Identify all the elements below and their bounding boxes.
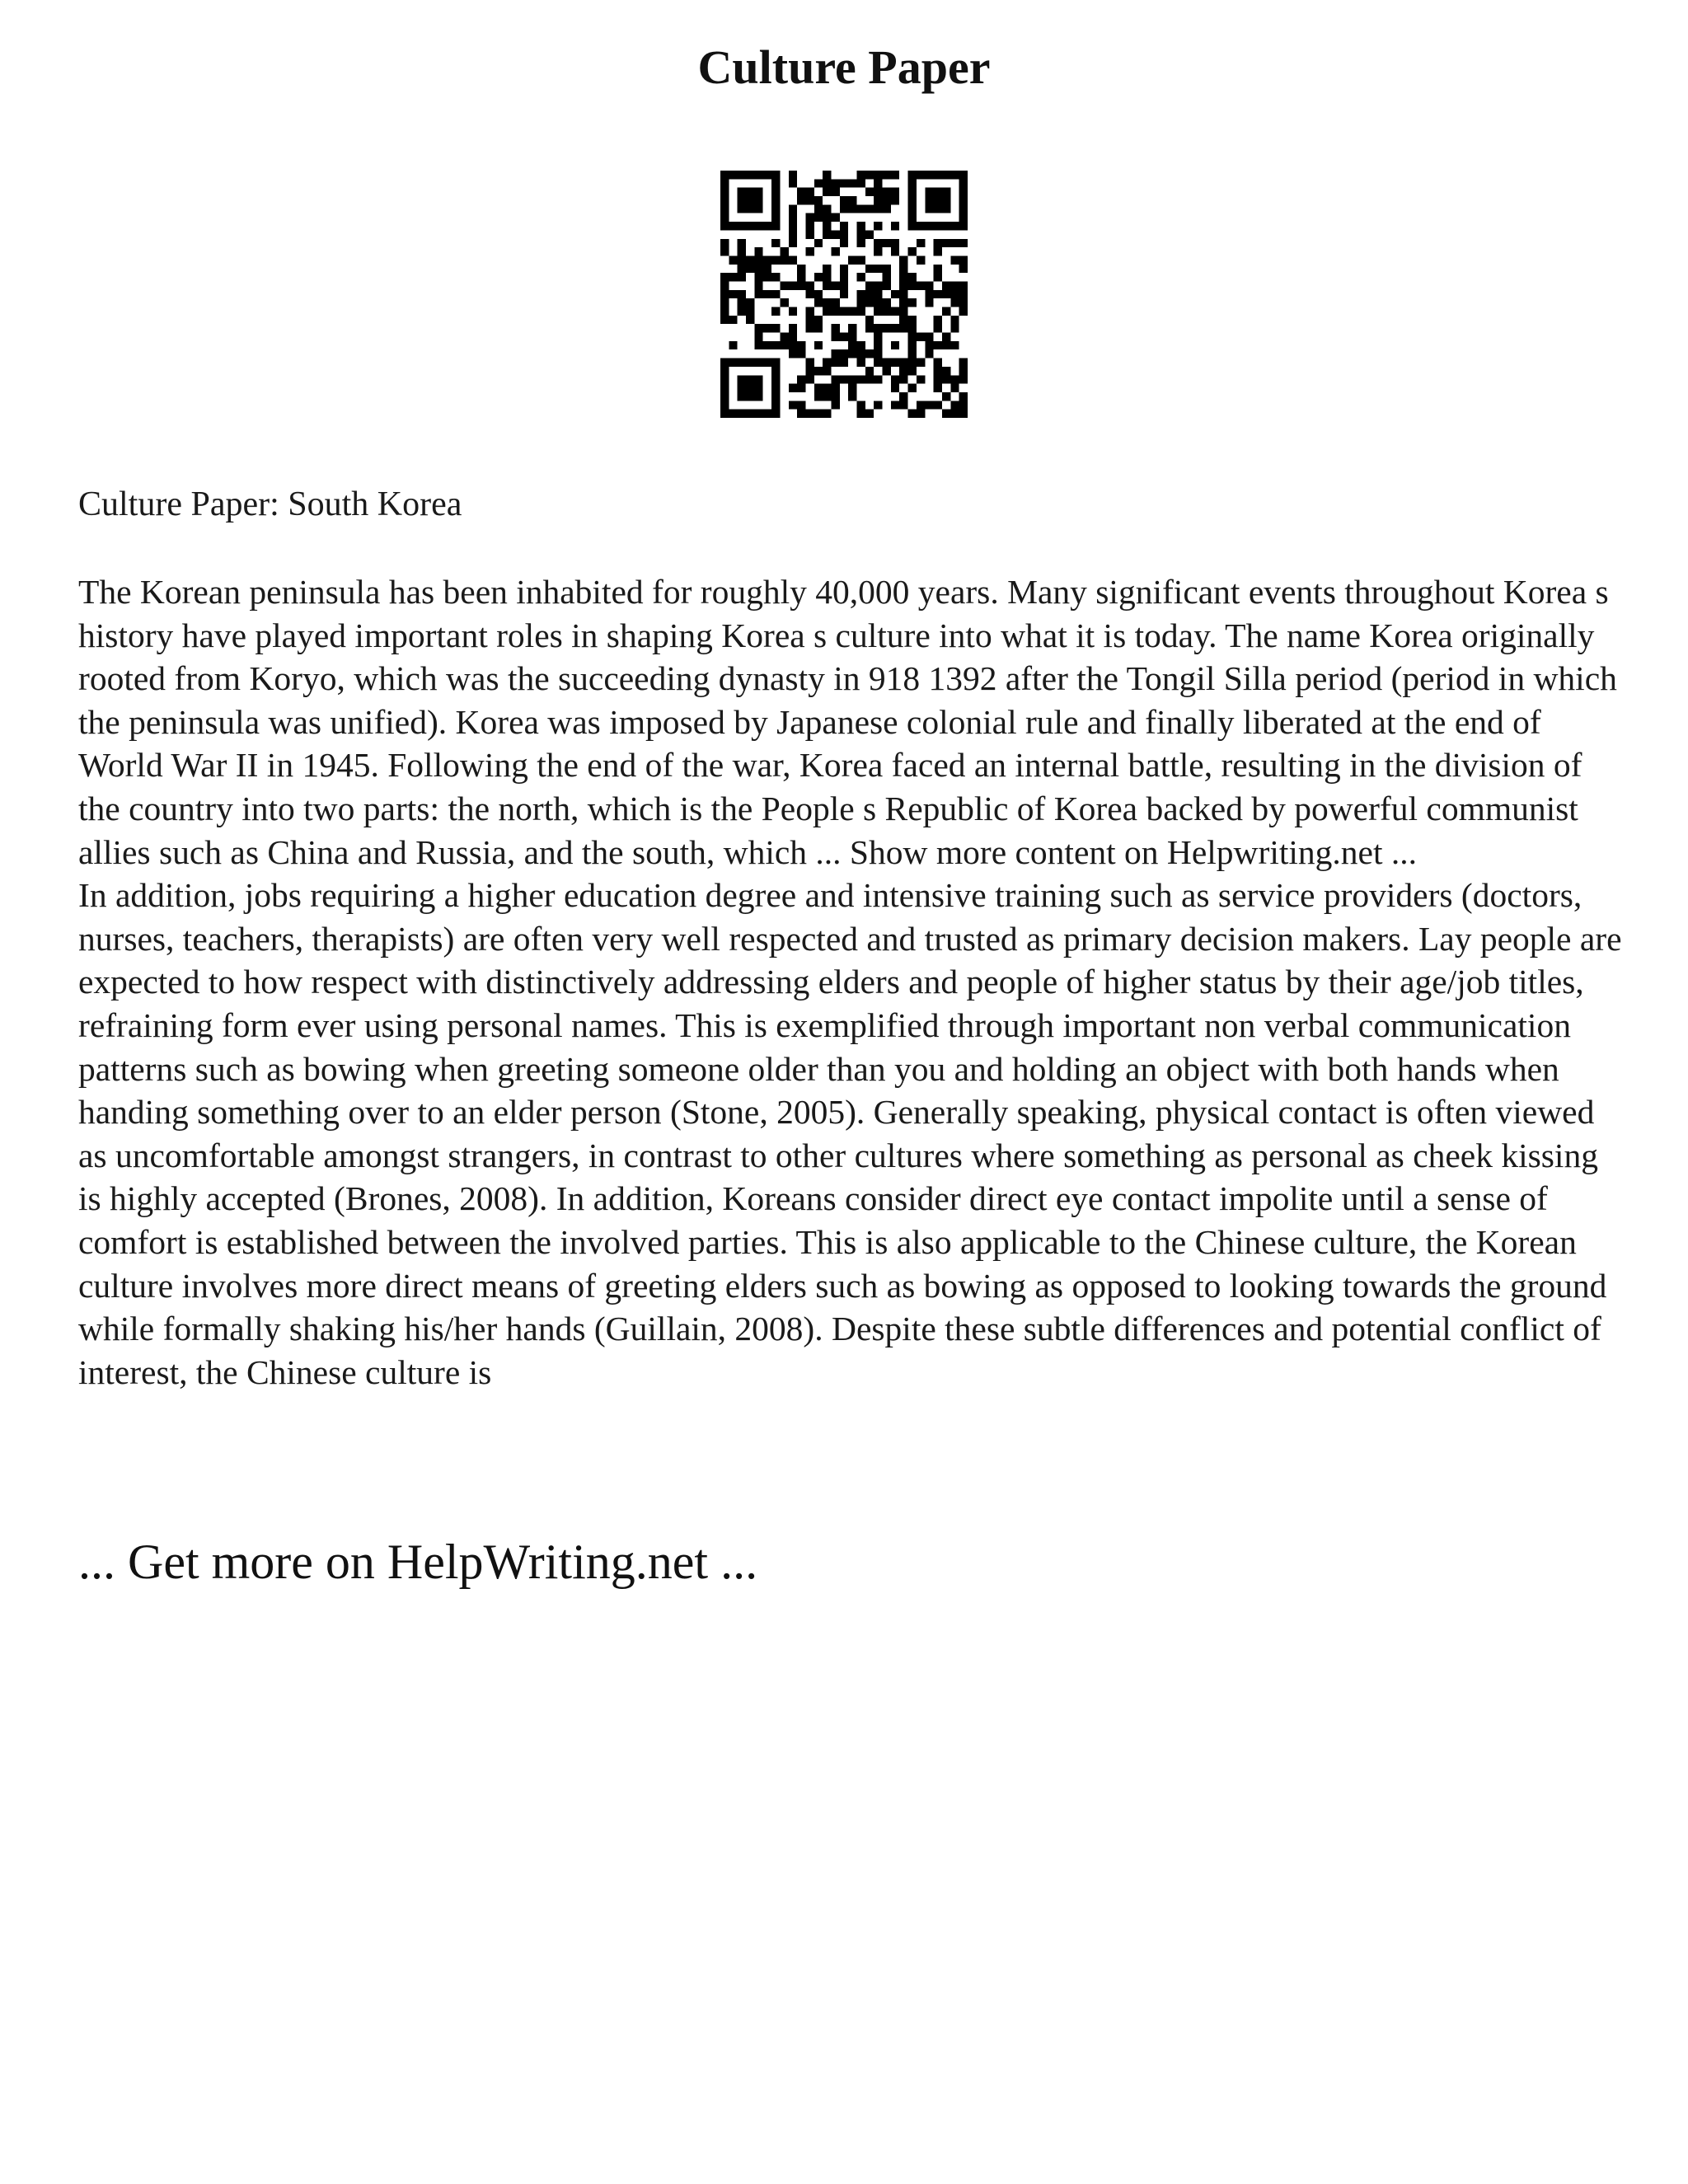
qr-code-icon: [720, 171, 968, 418]
document-body: [78, 570, 1628, 1394]
body-paragraph: In addition, jobs requiring a higher education degree and intensive training such as service providers (doctors, nurses, teachers, therapists) are often very well respected and trusted as primary decision makers. Lay people are expected to how respect with distinctively addressing elders and people of higher status by their age/job titles, refraining form ever using personal names. This is exemplified through important non verbal communication patterns such as bowing when greeting someone older than you and holding an object with both hands when handing something over to an elder person (Stone, 2005). Generally speaking, physical contact is often viewed as uncomfortable amongst strangers, in contrast to other cultures where something as personal as cheek kissing is highly accepted (Brones, 2008). In addition, Koreans consider direct eye contact impolite until a sense of comfort is established between the involved parties. This is also applicable to the Chinese culture, the Korean culture involves more direct means of greeting elders such as bowing as opposed to looking towards the ground while formally shaking his/her hands (Guillain, 2008). Despite these subtle differences and potential conflict of interest, the Chinese culture is: [78, 876, 1622, 1391]
body-paragraph: The Korean peninsula has been inhabited for roughly 40,000 years. Many significant events throughout Korea s history have played important roles in shaping Korea s culture into what it is today. The name Korea originally rooted from Koryo, which was the succeeding dynasty in 918 1392 after the Tongil Silla period (period in which the peninsula was unified). Korea was imposed by Japanese colonial rule and finally liberated at the end of World War II in 1945. Following the end of the war, Korea faced an internal battle, resulting in the division of the country into two parts: the north, which is the People s Republic of Korea backed by powerful communist allies such as China and Russia, and the south, which ... Show more content on Helpwriting.net ...: [78, 573, 1617, 871]
page-title: Culture Paper: [697, 40, 991, 94]
qr-code-graphic: [720, 171, 968, 418]
document-subtitle: Culture Paper: South Korea: [78, 485, 462, 523]
get-more-link[interactable]: ... Get more on HelpWriting.net ...: [78, 1535, 758, 1589]
